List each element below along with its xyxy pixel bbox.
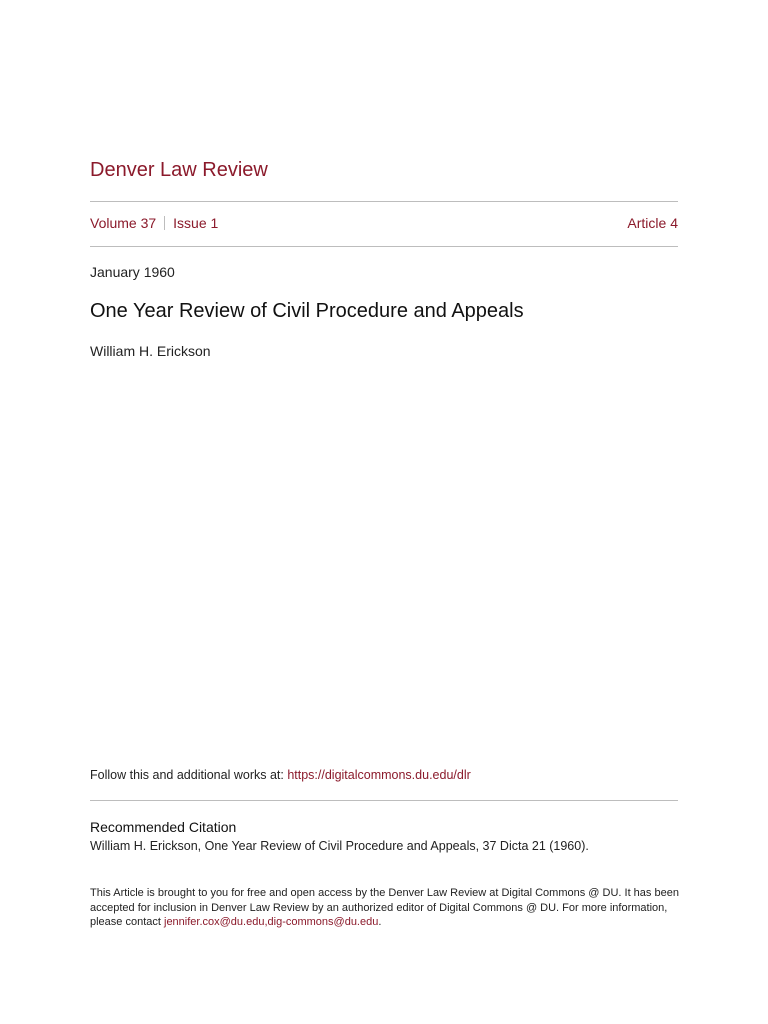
- volume-issue-separator: [164, 216, 165, 230]
- volume-issue-bar: [90, 213, 678, 233]
- notice-text: This Article is brought to you for free and open access by the Denver Law Review at Digital Commons @ DU. It has been accepted for inclusion in Denver Law Review by an authorized editor of Digital Commons @ DU. For more information, please contact: [90, 887, 679, 928]
- issue-link[interactable]: Issue 1: [173, 215, 219, 231]
- article-title: One Year Review of Civil Procedure and Appeals: [90, 300, 524, 322]
- middle-divider: [90, 246, 678, 247]
- notice-end: .: [378, 916, 382, 928]
- bottom-divider: [90, 800, 678, 801]
- publication-date: January 1960: [90, 264, 175, 280]
- contact-email-link[interactable]: jennifer.cox@du.edu,dig-commons@du.edu: [164, 916, 379, 928]
- follow-text: Follow this and additional works at:: [90, 768, 288, 782]
- follow-line: [90, 766, 471, 784]
- cover-page: [90, 0, 678, 1024]
- article-author: William H. Erickson: [90, 343, 211, 359]
- citation-heading: Recommended Citation: [90, 819, 237, 835]
- collection-url-link[interactable]: https://digitalcommons.du.edu/dlr: [287, 768, 471, 782]
- journal-title-link[interactable]: Denver Law Review: [90, 159, 268, 181]
- access-notice: [90, 886, 690, 930]
- top-divider: [90, 201, 678, 202]
- citation-text: William H. Erickson, One Year Review of Civil Procedure and Appeals, 37 Dicta 21 (1960).: [90, 839, 589, 853]
- article-number-link[interactable]: Article 4: [627, 215, 678, 231]
- volume-link[interactable]: Volume 37: [90, 215, 157, 231]
